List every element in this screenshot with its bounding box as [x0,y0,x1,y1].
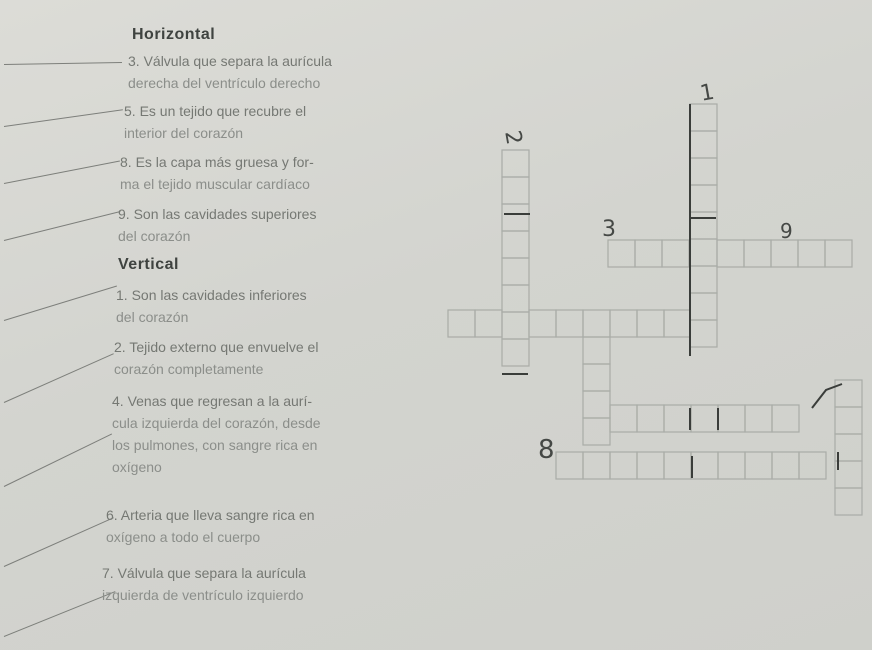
crossword-cell[interactable] [835,434,862,461]
clue-line: 1. Son las cavidades inferiores [116,287,307,303]
crossword-cell[interactable] [637,405,664,432]
crossword-cell[interactable] [690,104,717,131]
crossword-cell[interactable] [502,150,529,177]
clue-line: 5. Es un tejido que recubre el [124,103,307,119]
horizontal-heading: Horizontal [132,26,216,43]
crossword-cell[interactable] [690,212,717,239]
crossword-cell[interactable] [448,310,475,337]
crossword-cell[interactable] [835,407,862,434]
clue-line: del corazón [118,228,191,244]
pen-stroke [812,384,842,408]
crossword-cell[interactable] [664,452,691,479]
crossword-cell[interactable] [583,391,610,418]
clue-line: ma el tejido muscular cardíaco [120,176,310,192]
handwritten-number-1: 1 [698,79,717,107]
clue-line: del corazón [116,309,189,325]
vertical-heading: Vertical [118,256,179,273]
crossword-cell[interactable] [502,285,529,312]
crossword-cell[interactable] [664,405,691,432]
crossword-cell[interactable] [502,312,529,339]
crossword-cell[interactable] [502,339,529,366]
crossword-cell[interactable] [690,158,717,185]
clue-line: los pulmones, con sangre rica en [112,437,318,453]
crossword-cell[interactable] [662,240,689,267]
clue-line: derecha del ventrículo derecho [128,75,321,91]
crossword-cell[interactable] [502,177,529,204]
crossword-cell[interactable] [502,258,529,285]
crossword-cell[interactable] [583,418,610,445]
crossword-cell[interactable] [556,310,583,337]
crossword-cell[interactable] [556,452,583,479]
handwritten-number-3: 3 [602,217,616,242]
clue-line: 7. Válvula que separa la aurícula [102,565,306,581]
clue-line: interior del corazón [124,125,244,141]
crossword-cell[interactable] [690,293,717,320]
crossword-cell[interactable] [583,364,610,391]
crossword-cell[interactable] [690,239,717,266]
crossword-cell[interactable] [529,310,556,337]
word-2-cells [502,150,529,366]
clue-line: 2. Tejido externo que envuelve el [114,339,319,355]
crossword-cell[interactable] [690,266,717,293]
handwritten-number-2: 2 [499,128,527,147]
crossword-cell[interactable] [835,461,862,488]
crossword-cell[interactable] [825,240,852,267]
crossword-cell[interactable] [690,131,717,158]
crossword-cell[interactable] [583,337,610,364]
crossword-cell[interactable] [718,452,745,479]
crossword-cell[interactable] [691,405,718,432]
crossword-cell[interactable] [745,452,772,479]
crossword-cell[interactable] [583,310,610,337]
clue-line: izquierda de ventrículo izquierdo [102,587,304,603]
clue-line: corazón completamente [114,361,264,377]
clue-line: 9. Son las cavidades superiores [118,206,317,222]
clue-line: 8. Es la capa más gruesa y for- [120,154,314,170]
word-4-row-cells [610,405,799,432]
clue-line: cula izquierda del corazón, desde [112,415,321,431]
crossword-cell[interactable] [502,204,529,231]
crossword-cell[interactable] [610,452,637,479]
handwritten-number-9: 9 [780,219,793,243]
crossword-cell[interactable] [772,452,799,479]
crossword-cell[interactable] [637,310,664,337]
crossword-cell[interactable] [690,320,717,347]
crossword-cell[interactable] [610,310,637,337]
crossword-cell[interactable] [502,231,529,258]
word-9-cells [608,240,852,267]
crossword-cell[interactable] [799,452,826,479]
clue-line: 3. Válvula que separa la aurícula [128,53,332,69]
crossword-cell[interactable] [690,185,717,212]
clue-line: 6. Arteria que lleva sangre rica en [106,507,315,523]
word-5-cells [448,310,690,337]
crossword-cell[interactable] [744,240,771,267]
crossword-cell[interactable] [798,240,825,267]
handwritten-number-8: 8 [538,435,555,465]
crossword-cell[interactable] [664,310,690,337]
crossword-cell[interactable] [771,240,798,267]
clue-line: oxígeno a todo el cuerpo [106,529,261,545]
crossword-cell[interactable] [608,240,635,267]
right-column-cells [835,380,862,515]
crossword-cell[interactable] [583,452,610,479]
crossword-cell[interactable] [718,405,745,432]
word-3-cells [583,337,610,445]
crossword-cell[interactable] [745,405,772,432]
crossword-cell[interactable] [835,488,862,515]
crossword-cell[interactable] [637,452,664,479]
crossword-cell[interactable] [610,405,637,432]
clue-line: 4. Venas que regresan a la aurí- [112,393,313,409]
clue-line: oxígeno [112,459,162,475]
crossword-cell[interactable] [635,240,662,267]
crossword-cell[interactable] [717,240,744,267]
crossword-cell[interactable] [475,310,502,337]
word-1-cells [690,104,717,347]
crossword-cell[interactable] [691,452,718,479]
crossword-cell[interactable] [772,405,799,432]
